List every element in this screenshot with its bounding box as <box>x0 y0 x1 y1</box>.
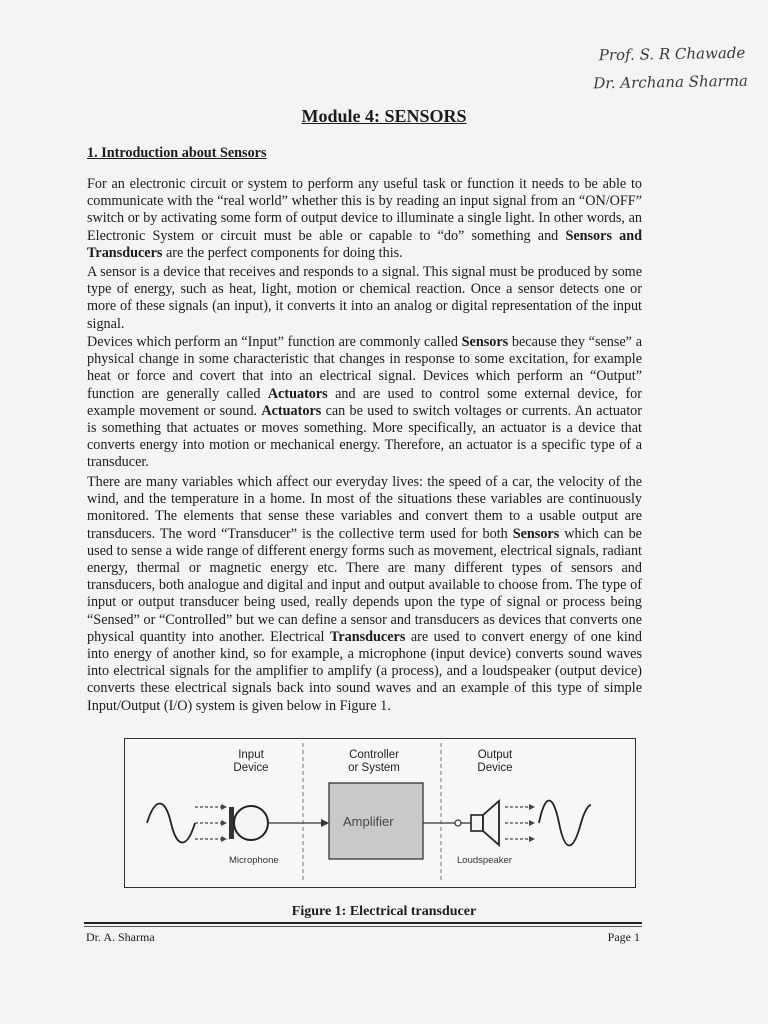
p3-text-d: can be used to switch voltages or currents. An actuator is something that actuates or moves something. More specifically, an actuator is a device that converts energy into motion or mechanical energy. Therefore, an actuator is a specific type of a transducer. <box>87 402 642 471</box>
handwritten-annotation <box>593 39 749 98</box>
mic-to-amp-arrowhead <box>321 819 329 827</box>
footer-rule-thin <box>84 926 642 927</box>
paragraph-1 <box>87 176 642 262</box>
microphone-label: Microphone <box>229 855 279 866</box>
controller-label: Controller or System <box>348 749 400 774</box>
paragraph-4 <box>87 474 642 715</box>
output-device-label: Output Device <box>477 749 513 774</box>
speaker-terminal <box>455 820 461 826</box>
output-sound-arrows <box>505 804 535 842</box>
section-heading: 1. Introduction about Sensors <box>87 145 267 161</box>
annotation-line-1: Prof. S. R Chawade <box>598 43 746 65</box>
figure-1-diagram <box>124 738 636 888</box>
p3-text-c: and are used to control some external device, for example movement or sound. <box>87 385 642 419</box>
input-sound-arrows <box>195 804 227 842</box>
loudspeaker-label: Loudspeaker <box>457 855 512 866</box>
input-device-label: Input Device <box>233 749 269 774</box>
p1-text-b: are the perfect components for doing this. <box>162 244 403 261</box>
p3-text-a: Devices which perform an “Input” function are commonly called <box>87 334 462 350</box>
p4-text-c: are used to convert energy of one kind into energy of another kind, so for example, a microphone (input device) converts sound waves into electrical signals for the amplifier to amplify (a process), and a loudspeaker (output device) converts these electrical signals back into sound waves and an example of this type of simple Input/Output (I/O) system is given below in Figure 1. <box>87 628 642 714</box>
loudspeaker-icon <box>483 801 499 845</box>
p4-text-b: which can be used to sense a wide range of different energy forms such as movement, electrical signals, radiant energy, thermal or magnetic energy etc. There are many different types of sensors and transducers, both analogue and digital and input and output available to choose from. The type of input or output transducer being used, really depends upon the type of signal or process being “Sensed” or “Controlled” but we can define a sensor and transducers as devices that converts one physical quantity into another. Electrical <box>87 525 642 645</box>
p4-text-a: There are many variables which affect our everyday lives: the speed of a car, the velocity of the wind, and the temperature in a home. In most of the situations these variables are continuously monitored. The elements that sense these variables and convert them to a usable output are transducers. The word “Transducer” is the collective term used for both <box>87 474 642 542</box>
page-title: Module 4: SENSORS <box>301 106 467 126</box>
figure-caption: Figure 1: Electrical transducer <box>291 904 477 919</box>
footer-page-number: Page 1 <box>607 930 640 944</box>
input-sine-wave <box>147 804 195 843</box>
p3-text-b: because they “sense” a physical change in some characteristic that changes in response to some excitation, for example heat or force and covert that into an electrical signal. Devices which perform an “Output” function are generally called <box>87 334 642 402</box>
annotation-line-2: Dr. Archana Sharma <box>593 71 749 93</box>
loudspeaker-magnet <box>471 815 483 831</box>
p2-text: A sensor is a device that receives and responds to a signal. This signal must be produced by some type of energy, such as heat, light, motion or chemical reaction. Once a sensor detects one or more of these signals (an input), it converts it into an analog or digital representation of the input signal. <box>87 264 642 332</box>
p3-bold-sensors: Sensors <box>461 334 509 350</box>
paragraph-2 <box>87 264 642 333</box>
footer-rule <box>84 922 642 924</box>
p4-bold-transducers: Transducers <box>329 628 406 645</box>
footer-author: Dr. A. Sharma <box>86 930 155 944</box>
microphone-icon <box>234 806 268 840</box>
p4-bold-sensors: Sensors <box>512 525 560 542</box>
p1-bold-term: Sensors and Transducers <box>87 227 643 261</box>
amplifier-label: Amplifier <box>343 814 394 829</box>
p1-text-a: For an electronic circuit or system to perform any useful task or function it needs to be able to communicate with the “real world” whether this is by reading an input signal from an “ON/OFF” switch or by activating some form of output device to illuminate a single light. In other words, an Electronic System or circuit must be able or capable to “do” something and <box>87 176 642 244</box>
p3-bold-actuators-2: Actuators <box>261 402 322 419</box>
p3-bold-actuators: Actuators <box>267 385 328 402</box>
output-sine-wave <box>539 801 591 846</box>
paragraph-3 <box>87 334 642 472</box>
